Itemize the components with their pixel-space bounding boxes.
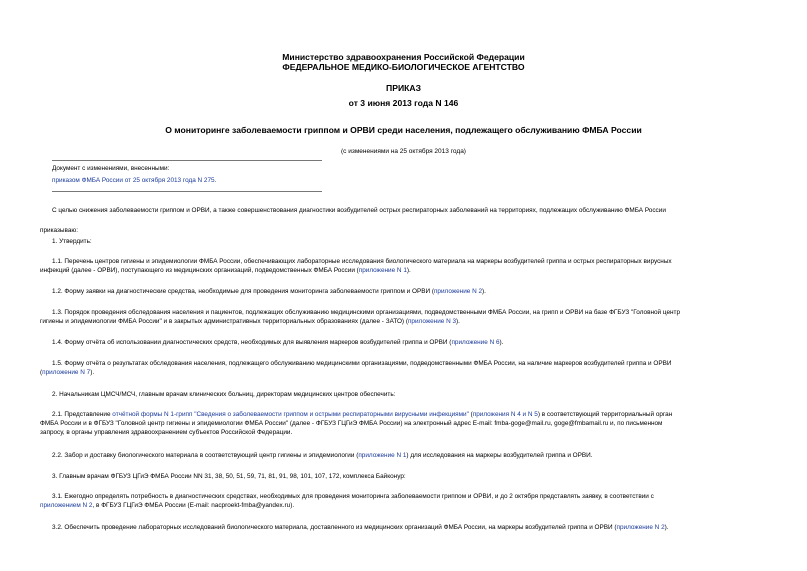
agency-name: ФЕДЕРАЛЬНОЕ МЕДИКО-БИОЛОГИЧЕСКОЕ АГЕНТСТВО	[282, 62, 525, 72]
item-3-1	[40, 492, 770, 510]
order-word: приказываю:	[40, 227, 78, 234]
item-1: 1. Утвердить:	[52, 238, 92, 245]
changes-bottom-rule	[52, 191, 322, 192]
item-2-2-text: 2.2. Забор и доставку биологического материала в соответствующий центр гигиены и эпидемиологии (	[52, 452, 359, 459]
intro-paragraph: С целью снижения заболеваемости гриппом и ОРВИ, а также совершенствования диагностики возбудителей острых респираторных заболеваний на территориях, подлежащих обслуживанию ФМБА России	[52, 207, 666, 214]
item-3-1-line-1: 3.1. Ежегодно определять потребность в диагностических средствах, необходимых для проведения мониторинга заболеваемости гриппом и ОРВИ, и до 2 октября представлять заявку, в соответствии с	[52, 493, 654, 500]
item-1-5-line-1: 1.5. Форму отчёта о результатах обследования населения, подлежащего обслуживанию медицинскими организациями, подведомственными ФМБА России, на наличие маркеров возбудителей гриппа и ОРВИ	[52, 360, 672, 367]
appendix-2-link-3[interactable]: приложение N 2	[616, 524, 665, 531]
appendix-3-link[interactable]: приложение N 3	[407, 318, 457, 325]
revision-note: (с изменениями на 25 октября 2013 года)	[341, 148, 466, 155]
document-title: О мониторинге заболеваемости гриппом и ОРВИ среди населения, подлежащего обслуживанию ФМБА России	[165, 125, 642, 135]
report-form-link[interactable]: отчётной формы N 1-грипп "Сведения о заболеваемости гриппом и острыми респираторными вирусными инфекциями"	[112, 411, 469, 418]
item-2-1-text: 2.1. Представление	[52, 411, 113, 418]
item-1-3-line-2	[40, 317, 770, 326]
item-1-3-line-1: 1.3. Порядок проведения обследования населения и пациентов, подлежащих обслуживанию медицинскими организациями, подведомственными ФМБА России, на грипп и ОРВИ на базе ФГБУЗ "Головной центр	[52, 309, 681, 316]
item-2-2	[52, 451, 770, 460]
item-1-3-end: ).	[456, 318, 460, 325]
item-1-2-end: ).	[482, 288, 486, 295]
item-1-2	[52, 287, 770, 296]
changes-link[interactable]: приказом ФМБА России от 25 октября 2013 года N 275.	[52, 177, 217, 184]
item-1-4-text: 1.4. Форму отчёта об использовании диагностических средств, необходимых для выявления маркеров возбудителей гриппа и ОРВИ (	[52, 339, 452, 346]
document-date-number: от 3 июня 2013 года N 146	[348, 98, 459, 108]
item-1-2-text: 1.2. Форму заявки на диагностические средства, необходимые для проведения мониторинга заболеваемости гриппом и ОРВИ (	[52, 288, 434, 295]
appendix-2-link-2[interactable]: приложением N 2	[40, 502, 93, 509]
item-3-1-line-2	[40, 501, 770, 510]
item-1-3	[40, 308, 770, 326]
item-1-1-line-2	[40, 266, 770, 275]
appendix-7-link[interactable]: приложение N 7	[42, 369, 91, 376]
item-1-5-line-2	[40, 368, 770, 377]
item-1-5-end: ).	[90, 369, 95, 376]
item-3-2-end: ).	[664, 524, 669, 531]
item-1-5-open: (	[40, 369, 43, 376]
item-1-4-end: ).	[499, 339, 504, 346]
item-2-1-line-3: запросу, в органы управления здравоохранением субъектов Российской Федерации.	[40, 429, 293, 436]
item-2-1-line-2: ФМБА России и в ФГБУЗ "Головной центр гигиены и эпидемиологии ФМБА России" (далее - ФГБУЗ ГЦГиЭ ФМБА России) на электронный адрес E-mail: fmba-goge@mail.ru, goge@fmbamail.ru и, по письменном	[40, 420, 663, 427]
item-3: 3. Главным врачам ФГБУЗ ЦГиЭ ФМБА России NN 31, 38, 50, 51, 59, 71, 81, 91, 98, 101, 107, 172, комплекса Байконур:	[52, 473, 406, 480]
item-3-2-text: 3.2. Обеспечить проведение лабораторных исследований биологического материала, доставленного из медицинских организаций ФМБА России, на маркеры возбудителей гриппа и ОРВИ (	[52, 524, 617, 531]
item-2-1	[40, 410, 770, 437]
item-2-1-mid: (	[468, 411, 473, 418]
item-1-3-text: гигиены и эпидемиологии ФМБА России" и в закрытых административных территориальных образованиях (далее - ЗАТО) (	[40, 318, 408, 325]
item-2-1-line-1	[52, 410, 770, 419]
item-2: 2. Начальникам ЦМСЧ/МСЧ, главным врачам клинических больниц, директорам медицинских центров обеспечить:	[52, 391, 396, 398]
changes-label: Документ с изменениями, внесенными:	[52, 165, 170, 172]
item-2-1-end: ) в соответствующий территориальный орган	[537, 411, 673, 418]
item-1-4	[52, 338, 770, 347]
appendix-4-5-link[interactable]: приложения N 4 и N 5	[472, 411, 538, 418]
item-3-2	[52, 523, 770, 532]
item-1-1-end: ).	[406, 267, 411, 274]
ministry-name: Министерство здравоохранения Российской Федерации	[282, 52, 525, 62]
changes-top-rule	[52, 160, 322, 161]
appendix-6-link[interactable]: приложение N 6	[451, 339, 500, 346]
item-3-1-end: , в ФГБУЗ ГЦГиЭ ФМБА России (E-mail: nacproekt-fmba@yandex.ru).	[92, 502, 295, 509]
item-1-1	[40, 257, 770, 275]
appendix-2-link[interactable]: приложение N 2	[433, 288, 483, 295]
item-1-5	[40, 359, 770, 377]
document-type: ПРИКАЗ	[386, 83, 421, 93]
appendix-1-link[interactable]: приложение N 1	[358, 267, 407, 274]
item-2-2-end: ) для исследования на маркеры возбудителей гриппа и ОРВИ.	[406, 452, 593, 459]
item-1-1-line-1: 1.1. Перечень центров гигиены и эпидемиологии ФМБА России, обеспечивающих лабораторные исследования биологического материала на маркеры возбудителей гриппа и острых респираторных вирусных	[52, 258, 672, 265]
appendix-1-link-2[interactable]: приложение N 1	[358, 452, 407, 459]
item-1-1-text: инфекций (далее - ОРВИ), поступающего из медицинских организаций, подведомственных ФМБА России (	[40, 267, 359, 274]
